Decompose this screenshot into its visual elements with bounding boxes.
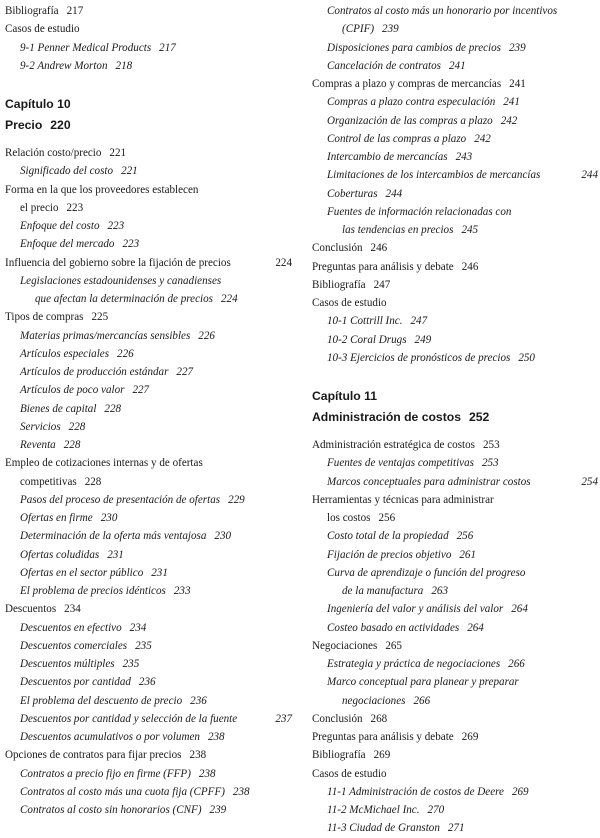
- entry-page-number: 250: [518, 351, 535, 364]
- prev-chapter-tail: [5, 2, 292, 75]
- entry-page-number: 261: [459, 548, 477, 561]
- entry-title: Descuentos: [5, 603, 57, 616]
- toc-entry: [5, 20, 292, 38]
- toc-entry: [312, 637, 598, 655]
- toc-entry: [312, 728, 598, 746]
- entry-title: Descuentos por cantidad y selección de la fuente: [20, 712, 238, 725]
- entry-title: Bibliografía: [312, 278, 366, 291]
- toc-subentry: [312, 673, 598, 710]
- entry-title: Casos de estudio: [5, 23, 80, 36]
- entry-title: Artículos especiales: [20, 347, 110, 360]
- toc-subentry: [5, 57, 292, 75]
- entry-title-cont-text: negociaciones: [342, 694, 406, 707]
- entry-title: Contratos a precio fijo en firme (FFP): [20, 767, 191, 780]
- entry-title: Tipos de compras: [5, 311, 84, 324]
- entry-page-number: 269: [373, 749, 391, 762]
- entry-page-number: 245: [461, 224, 479, 236]
- toc-subentry: [312, 185, 598, 203]
- toc-entry: [5, 2, 292, 20]
- entry-title: Curva de aprendizaje o función del progreso: [327, 566, 526, 579]
- toc-subentry: [312, 801, 598, 819]
- toc-subentry: [312, 312, 598, 330]
- toc-subentry: [312, 93, 598, 111]
- toc-subentry: [5, 655, 292, 673]
- entry-page-number: 224: [275, 256, 292, 269]
- entry-title: Casos de estudio: [312, 767, 387, 780]
- entry-title: Descuentos en efectivo: [20, 621, 122, 634]
- entry-title: Enfoque del costo: [20, 220, 100, 232]
- toc-subentry: [312, 57, 598, 75]
- entry-page-number: 238: [198, 767, 216, 780]
- toc-subentry: [5, 39, 292, 57]
- entry-page-number: 266: [508, 658, 525, 670]
- entry-page-number: 228: [68, 420, 86, 433]
- chapter-title-page: 220: [50, 118, 71, 132]
- entry-page-number: 221: [121, 165, 138, 178]
- toc-entry: [312, 258, 598, 276]
- entry-title: Marco conceptual para planear y preparar: [327, 676, 519, 689]
- entry-title: Ofertas coludidas: [20, 548, 100, 561]
- toc-subentry: [5, 491, 292, 509]
- entry-title: Casos de estudio: [312, 297, 387, 309]
- toc-entry: [5, 454, 292, 491]
- entry-page-number: 236: [138, 676, 156, 689]
- entry-title: Estrategia y práctica de negociaciones: [327, 658, 501, 670]
- toc-subentry: [5, 692, 292, 710]
- toc-subentry: [312, 600, 598, 618]
- toc-subentry: [312, 203, 598, 240]
- entry-page-number: 234: [64, 603, 81, 616]
- entry-page-number: 238: [189, 749, 207, 762]
- entry-page-number: 228: [84, 475, 102, 488]
- entry-page-number: 231: [151, 566, 168, 579]
- entry-page-number: 256: [456, 530, 474, 543]
- toc-subentry: [5, 162, 292, 180]
- entry-title: Materias primas/mercancías sensibles: [20, 329, 191, 342]
- entry-title: Compras a plazo contra especulación: [327, 96, 496, 109]
- entry-title: Costo total de la propiedad: [327, 530, 449, 543]
- entry-title: Limitaciones de los intercambios de mercancías: [327, 169, 541, 182]
- entry-page-number: 269: [511, 785, 529, 798]
- toc-subentry: [312, 454, 598, 472]
- entry-page-number: 253: [481, 457, 499, 470]
- entry-title-continuation: [20, 290, 292, 308]
- entry-page-number: 225: [91, 311, 109, 324]
- entry-title: Preguntas para análisis y debate: [312, 731, 454, 743]
- entry-title-cont-text: competitivas: [20, 475, 77, 488]
- entry-page-number: 247: [410, 315, 428, 328]
- toc-entry: [312, 75, 598, 93]
- entry-page-number: 230: [100, 512, 118, 524]
- toc-subentry: [5, 783, 292, 801]
- entry-title: Descuentos comerciales: [20, 639, 128, 652]
- entry-title: Fuentes de información relacionadas con: [327, 205, 512, 218]
- entry-title: Ofertas en firme: [20, 512, 93, 524]
- entry-title: Fijación de precios objetivo: [327, 548, 452, 561]
- entry-page-number: 233: [173, 585, 191, 597]
- toc-subentry: [5, 436, 292, 454]
- chapter-10-heading: [5, 95, 292, 136]
- entry-title: Organización de las compras a plazo: [327, 114, 493, 127]
- entry-title-cont-text: los costos: [327, 512, 371, 524]
- entry-page-number: 227: [176, 366, 194, 378]
- toc-subentry: [5, 235, 292, 253]
- toc-entry: [312, 239, 598, 257]
- toc-entry: [312, 746, 598, 764]
- entry-page-number: 238: [232, 785, 250, 798]
- entry-title: 10-3 Ejercicios de pronósticos de precios: [327, 351, 511, 364]
- entry-title: Pasos del proceso de presentación de ofertas: [20, 493, 221, 506]
- entry-title: 11-2 McMichael Inc.: [327, 804, 420, 816]
- chapter-title: [5, 114, 292, 136]
- entry-title: Ofertas en el sector público: [20, 566, 144, 579]
- toc-subentry: [5, 345, 292, 363]
- entry-page-number: 221: [109, 147, 127, 159]
- entry-title: Legislaciones estadounidenses y canadienses: [20, 274, 222, 287]
- entry-title-continuation: [327, 221, 598, 239]
- chapter-10-entries-continued: [312, 2, 598, 367]
- toc-subentry: [5, 527, 292, 545]
- toc-subentry: [5, 637, 292, 655]
- chapter-10-entries: [5, 144, 292, 819]
- entry-page-number: 238: [207, 731, 225, 743]
- entry-title: Artículos de producción estándar: [20, 366, 169, 378]
- toc-subentry: [312, 112, 598, 130]
- toc-entry: [312, 436, 598, 454]
- toc-entry: [5, 746, 292, 764]
- entry-title: Bienes de capital: [20, 402, 97, 415]
- entry-title: Intercambio de mercancías: [327, 151, 448, 163]
- entry-title: Influencia del gobierno sobre la fijación de precios: [5, 256, 231, 269]
- entry-title: Reventa: [20, 439, 56, 451]
- toc-subentry: [312, 564, 598, 601]
- entry-page-number: 237: [275, 712, 292, 725]
- entry-title: Servicios: [20, 420, 61, 433]
- entry-title: Contratos al costo sin honorarios (CNF): [20, 804, 202, 816]
- entry-page-number: 271: [447, 822, 465, 835]
- chapter-11-heading: [312, 387, 598, 428]
- toc-subentry: [5, 546, 292, 564]
- entry-title-cont-text: de la manufactura: [342, 585, 424, 597]
- toc-subentry: [312, 473, 598, 491]
- entry-page-number: 266: [413, 694, 431, 707]
- entry-page-number: 241: [509, 78, 526, 90]
- entry-title-continuation: [5, 473, 292, 491]
- entry-title: Marcos conceptuales para administrar costos: [327, 475, 531, 488]
- entry-title: 9-2 Andrew Morton: [20, 59, 108, 72]
- entry-page-number: 270: [427, 804, 445, 816]
- entry-title: Cancelación de contratos: [327, 59, 441, 72]
- right-column: [312, 0, 598, 838]
- toc-entry: [312, 294, 598, 312]
- entry-page-number: 239: [509, 41, 526, 54]
- entry-page-number: 223: [107, 220, 125, 232]
- entry-title: Opciones de contratos para fijar precios: [5, 749, 182, 762]
- entry-page-number: 242: [500, 114, 518, 127]
- entry-title-continuation: [327, 692, 598, 710]
- entry-page-number: 226: [198, 329, 215, 342]
- entry-page-number: 231: [107, 548, 124, 561]
- entry-page-number: 234: [129, 621, 147, 634]
- toc-subentry: [312, 166, 598, 184]
- entry-page-number: 265: [385, 639, 402, 652]
- chapter-title: [312, 406, 598, 428]
- entry-title: Empleo de cotizaciones internas y de ofertas: [5, 457, 203, 470]
- entry-title-cont-text: que afectan la determinación de precios: [35, 293, 213, 305]
- entry-page-number: 224: [220, 293, 238, 305]
- entry-title: Bibliografía: [5, 5, 59, 17]
- entry-page-number: 228: [104, 402, 122, 415]
- entry-page-number: 235: [122, 658, 140, 670]
- toc-subentry: [5, 582, 292, 600]
- toc-subentry: [312, 546, 598, 564]
- toc-subentry: [5, 327, 292, 345]
- entry-title: Descuentos por cantidad: [20, 676, 131, 689]
- entry-page-number: 244: [581, 169, 598, 182]
- entry-page-number: 263: [431, 585, 448, 597]
- chapter-title-text: Precio: [5, 118, 43, 132]
- toc-entry: [5, 600, 292, 618]
- entry-title: Determinación de la oferta más ventajosa: [20, 530, 207, 543]
- entry-page-number: 230: [214, 530, 232, 543]
- entry-title: 10-1 Cottrill Inc.: [327, 315, 403, 328]
- entry-title: Negociaciones: [312, 639, 378, 652]
- entry-page-number: 226: [117, 347, 134, 360]
- entry-page-number: 217: [159, 41, 176, 54]
- entry-page-number: 264: [467, 621, 484, 634]
- entry-title-cont-text: el precio: [20, 201, 59, 214]
- entry-title: Significado del costo: [20, 165, 114, 178]
- toc-subentry: [312, 655, 598, 673]
- toc-subentry: [312, 130, 598, 148]
- entry-page-number: 269: [461, 731, 479, 743]
- toc-entry: [312, 491, 598, 528]
- entry-title: 10-2 Coral Drugs: [327, 333, 407, 346]
- entry-page-number: 217: [66, 5, 84, 17]
- toc-subentry: [312, 39, 598, 57]
- entry-page-number: 254: [581, 475, 598, 488]
- entry-title-continuation: [327, 582, 598, 600]
- entry-title: Compras a plazo y compras de mercancías: [312, 78, 502, 90]
- entry-page-number: 246: [370, 242, 388, 255]
- entry-title: Conclusión: [312, 242, 363, 255]
- entry-title: Relación costo/precio: [5, 147, 102, 159]
- entry-title: El problema del descuento de precio: [20, 694, 183, 707]
- chapter-11-entries: [312, 436, 598, 838]
- toc-subentry: [5, 619, 292, 637]
- chapter-title-page: 252: [469, 410, 490, 424]
- toc-subentry: [5, 381, 292, 399]
- toc-entry: [5, 308, 292, 326]
- toc-subentry: [5, 363, 292, 381]
- entry-title: Preguntas para análisis y debate: [312, 260, 454, 273]
- entry-page-number: 249: [414, 333, 432, 346]
- toc-subentry: [312, 148, 598, 166]
- entry-page-number: 241: [449, 59, 466, 72]
- entry-page-number: 241: [503, 96, 520, 109]
- entry-title-continuation: [312, 509, 598, 527]
- entry-title: Forma en la que los proveedores establecen: [5, 183, 199, 196]
- entry-page-number: 239: [382, 23, 399, 36]
- toc-entry: [312, 710, 598, 728]
- entry-page-number: 228: [63, 439, 81, 451]
- chapter-title-text: Administración de costos: [312, 410, 461, 424]
- entry-page-number: 243: [455, 151, 473, 163]
- left-column: [5, 0, 292, 819]
- toc-subentry: [312, 331, 598, 349]
- entry-title: Contratos al costo más un honorario por incentivos: [327, 5, 558, 17]
- entry-title: 11-3 Ciudad de Granston: [327, 822, 440, 835]
- entry-title: Coberturas: [327, 187, 378, 200]
- toc-subentry: [5, 710, 292, 728]
- entry-title: Descuentos múltiples: [20, 658, 115, 670]
- entry-title-continuation: [327, 20, 598, 38]
- entry-page-number: 239: [209, 804, 227, 816]
- chapter-label: Capítulo 10: [5, 97, 71, 111]
- toc-subentry: [5, 765, 292, 783]
- entry-title: Conclusión: [312, 712, 363, 725]
- entry-title: 11-1 Administración de costos de Deere: [327, 785, 504, 798]
- entry-title: Costeo basado en actividades: [327, 621, 460, 634]
- entry-title: Herramientas y técnicas para administrar: [312, 493, 494, 506]
- entry-page-number: 229: [228, 493, 245, 506]
- entry-title: Descuentos acumulativos o por volumen: [20, 731, 200, 743]
- toc-subentry: [312, 527, 598, 545]
- toc-subentry: [312, 783, 598, 801]
- entry-title: Administración estratégica de costos: [312, 439, 475, 451]
- entry-page-number: 246: [461, 260, 479, 273]
- toc-subentry: [5, 272, 292, 309]
- toc-subentry: [312, 819, 598, 837]
- entry-page-number: 244: [385, 187, 403, 200]
- toc-subentry: [312, 619, 598, 637]
- toc-subentry: [5, 728, 292, 746]
- entry-title: Control de las compras a plazo: [327, 132, 467, 145]
- entry-title: Ingeniería del valor y análisis del valor: [327, 603, 504, 616]
- entry-page-number: 242: [474, 132, 491, 145]
- entry-page-number: 218: [115, 59, 133, 72]
- entry-title: Bibliografía: [312, 749, 366, 762]
- entry-title: 9-1 Penner Medical Products: [20, 41, 152, 54]
- entry-title: Enfoque del mercado: [20, 238, 115, 251]
- toc-subentry: [312, 349, 598, 367]
- entry-title: Fuentes de ventajas competitivas: [327, 457, 474, 470]
- entry-title: Disposiciones para cambios de precios: [327, 41, 501, 54]
- entry-page-number: 253: [482, 439, 500, 451]
- entry-page-number: 223: [66, 201, 84, 214]
- toc-entry: [312, 765, 598, 783]
- entry-title-cont-text: (CPIF): [342, 23, 375, 36]
- entry-page-number: 247: [373, 278, 391, 291]
- entry-page-number: 268: [370, 712, 388, 725]
- toc-subentry: [5, 217, 292, 235]
- toc-entry: [5, 144, 292, 162]
- toc-entry: [5, 181, 292, 218]
- entry-page-number: 264: [511, 603, 528, 616]
- entry-title: Artículos de poco valor: [20, 384, 125, 397]
- entry-title: El problema de precios idénticos: [20, 585, 166, 597]
- toc-subentry: [5, 509, 292, 527]
- toc-subentry: [312, 2, 598, 39]
- entry-page-number: 227: [132, 384, 150, 397]
- entry-page-number: 223: [122, 238, 140, 251]
- chapter-label: Capítulo 11: [312, 389, 378, 403]
- toc-subentry: [5, 673, 292, 691]
- toc-subentry: [5, 801, 292, 819]
- entry-title-continuation: [5, 199, 292, 217]
- entry-page-number: 256: [378, 512, 396, 524]
- entry-title: Contratos al costo más una cuota fija (CPFF): [20, 785, 225, 798]
- toc-subentry: [5, 418, 292, 436]
- toc-entry: [5, 254, 292, 272]
- toc-entry: [312, 276, 598, 294]
- toc-subentry: [5, 400, 292, 418]
- entry-page-number: 236: [190, 694, 207, 707]
- toc-subentry: [5, 564, 292, 582]
- entry-title-cont-text: las tendencias en precios: [342, 224, 454, 236]
- entry-page-number: 235: [135, 639, 152, 652]
